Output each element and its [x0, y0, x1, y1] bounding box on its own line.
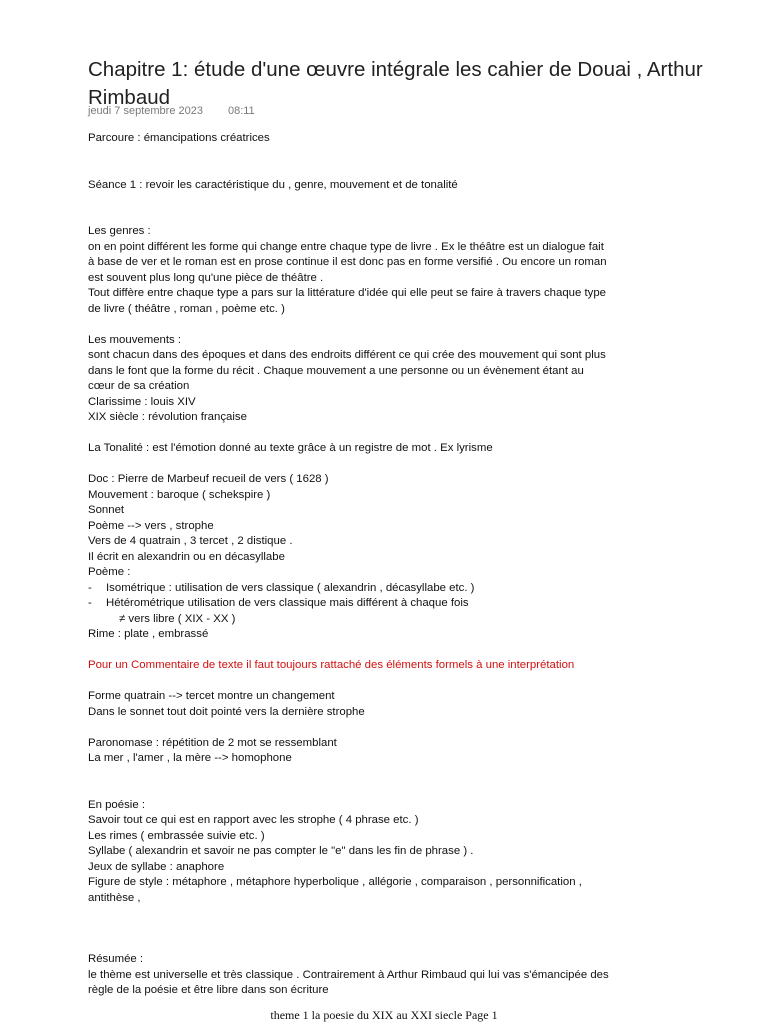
text-line: Figure de style : métaphore , métaphore hyperbolique , allégorie , comparaison , personnification ,: [88, 876, 582, 888]
list-item: - Hétérométrique utilisation de vers classique mais différent à chaque fois: [88, 596, 760, 612]
text-line: Il écrit en alexandrin ou en décasyllabe: [88, 550, 285, 563]
resume-heading: Résumée :: [88, 953, 144, 965]
text-line: Savoir tout ce qui est en rapport avec les strophe ( 4 phrase etc. ): [88, 814, 419, 826]
bullet-dash: -: [88, 581, 92, 594]
genres-heading: Les genres :: [88, 225, 151, 237]
text-line: à base de ver et le roman est en prose continue il est donc pas en forme versifié . Ou encore un roman: [88, 256, 607, 268]
text-line: Syllabe ( alexandrin et savoir ne pas compter le "e" dans les fin de phrase ) .: [88, 845, 474, 857]
text-line: sont chacun dans des époques et dans des endroits différent ce qui crée des mouvement qui sont plus: [88, 349, 606, 361]
text-line: Doc : Pierre de Marbeuf recueil de vers ( 1628 ): [88, 473, 329, 485]
seance-line: Séance 1 : revoir les caractéristique du , genre, mouvement et de tonalité: [88, 178, 458, 191]
text-line: Forme quatrain --> tercet montre un changement: [88, 690, 335, 702]
list-item: - Isométrique : utilisation de vers classique ( alexandrin , décasyllabe etc. ): [88, 581, 760, 597]
text-line: cœur de sa création: [88, 380, 190, 392]
text-line: Mouvement : baroque ( schekspire ): [88, 488, 271, 501]
text-line: Clarissime : louis XIV: [88, 395, 196, 408]
parcours-line: Parcoure : émancipations créatrices: [88, 132, 270, 144]
page-title: Chapitre 1: étude d'une œuvre intégrale les cahier de Douai , Arthur Rimbaud: [88, 57, 703, 109]
text-line: XIX siècle : révolution française: [88, 411, 247, 423]
mouvements-heading: Les mouvements :: [88, 333, 182, 346]
text-line: Rime : plate , embrassé: [88, 628, 209, 640]
text-line: on en point différent les forme qui change entre chaque type de livre . Ex le théâtre est un dialogue fait: [88, 240, 604, 253]
text-line: antithèse ,: [88, 891, 141, 904]
text-line: règle de la poésie et être libre dans son écriture: [88, 984, 329, 996]
text-line: de livre ( théâtre , roman , poème etc. ): [88, 302, 285, 315]
text-line: La mer , l'amer , la mère --> homophone: [88, 752, 292, 764]
text-line: le thème est universelle et très classique . Contrairement à Arthur Rimbaud qui lui vas s'émancipée des: [88, 968, 609, 981]
note-time: 08:11: [227, 105, 255, 117]
text-line: Les rimes ( embrassée suivie etc. ): [88, 829, 265, 842]
text-line: Tout diffère entre chaque type a pars sur la littérature d'idée qui elle peut se faire à travers chaque type: [88, 287, 607, 299]
text-line: Vers de 4 quatrain , 3 tercet , 2 distique .: [88, 535, 293, 547]
note-body: [88, 131, 760, 999]
note-timestamp: [88, 104, 255, 118]
text-line: est souvent plus long qu'une pièce de théâtre .: [88, 271, 324, 284]
note-date: jeudi 7 septembre 2023: [88, 105, 203, 117]
text-line: ≠ vers libre ( XIX - XX ): [119, 612, 236, 625]
highlight-line: Pour un Commentaire de texte il faut toujours rattaché des éléments formels à une interprétation: [88, 659, 575, 671]
text-line: Poème --> vers , strophe: [88, 519, 214, 532]
text-line: dans le font que la forme du récit . Chaque mouvement a une personne ou un évènement étant au: [88, 364, 584, 377]
text-line: Paronomase : répétition de 2 mot se ressemblant: [88, 736, 337, 749]
tonalite-line: La Tonalité : est l'émotion donné au texte grâce à un registre de mot . Ex lyrisme: [88, 442, 493, 454]
text-line: Poème :: [88, 566, 131, 578]
text-line: Dans le sonnet tout doit pointé vers la dernière strophe: [88, 705, 365, 718]
page-footer: theme 1 la poesie du XIX au XXI siecle Page 1: [270, 1008, 498, 1022]
text-line: Jeux de syllabe : anaphore: [88, 860, 225, 873]
bullet-dash: -: [88, 597, 92, 609]
poesie-heading: En poésie :: [88, 798, 145, 811]
text-line: Sonnet: [88, 504, 125, 516]
